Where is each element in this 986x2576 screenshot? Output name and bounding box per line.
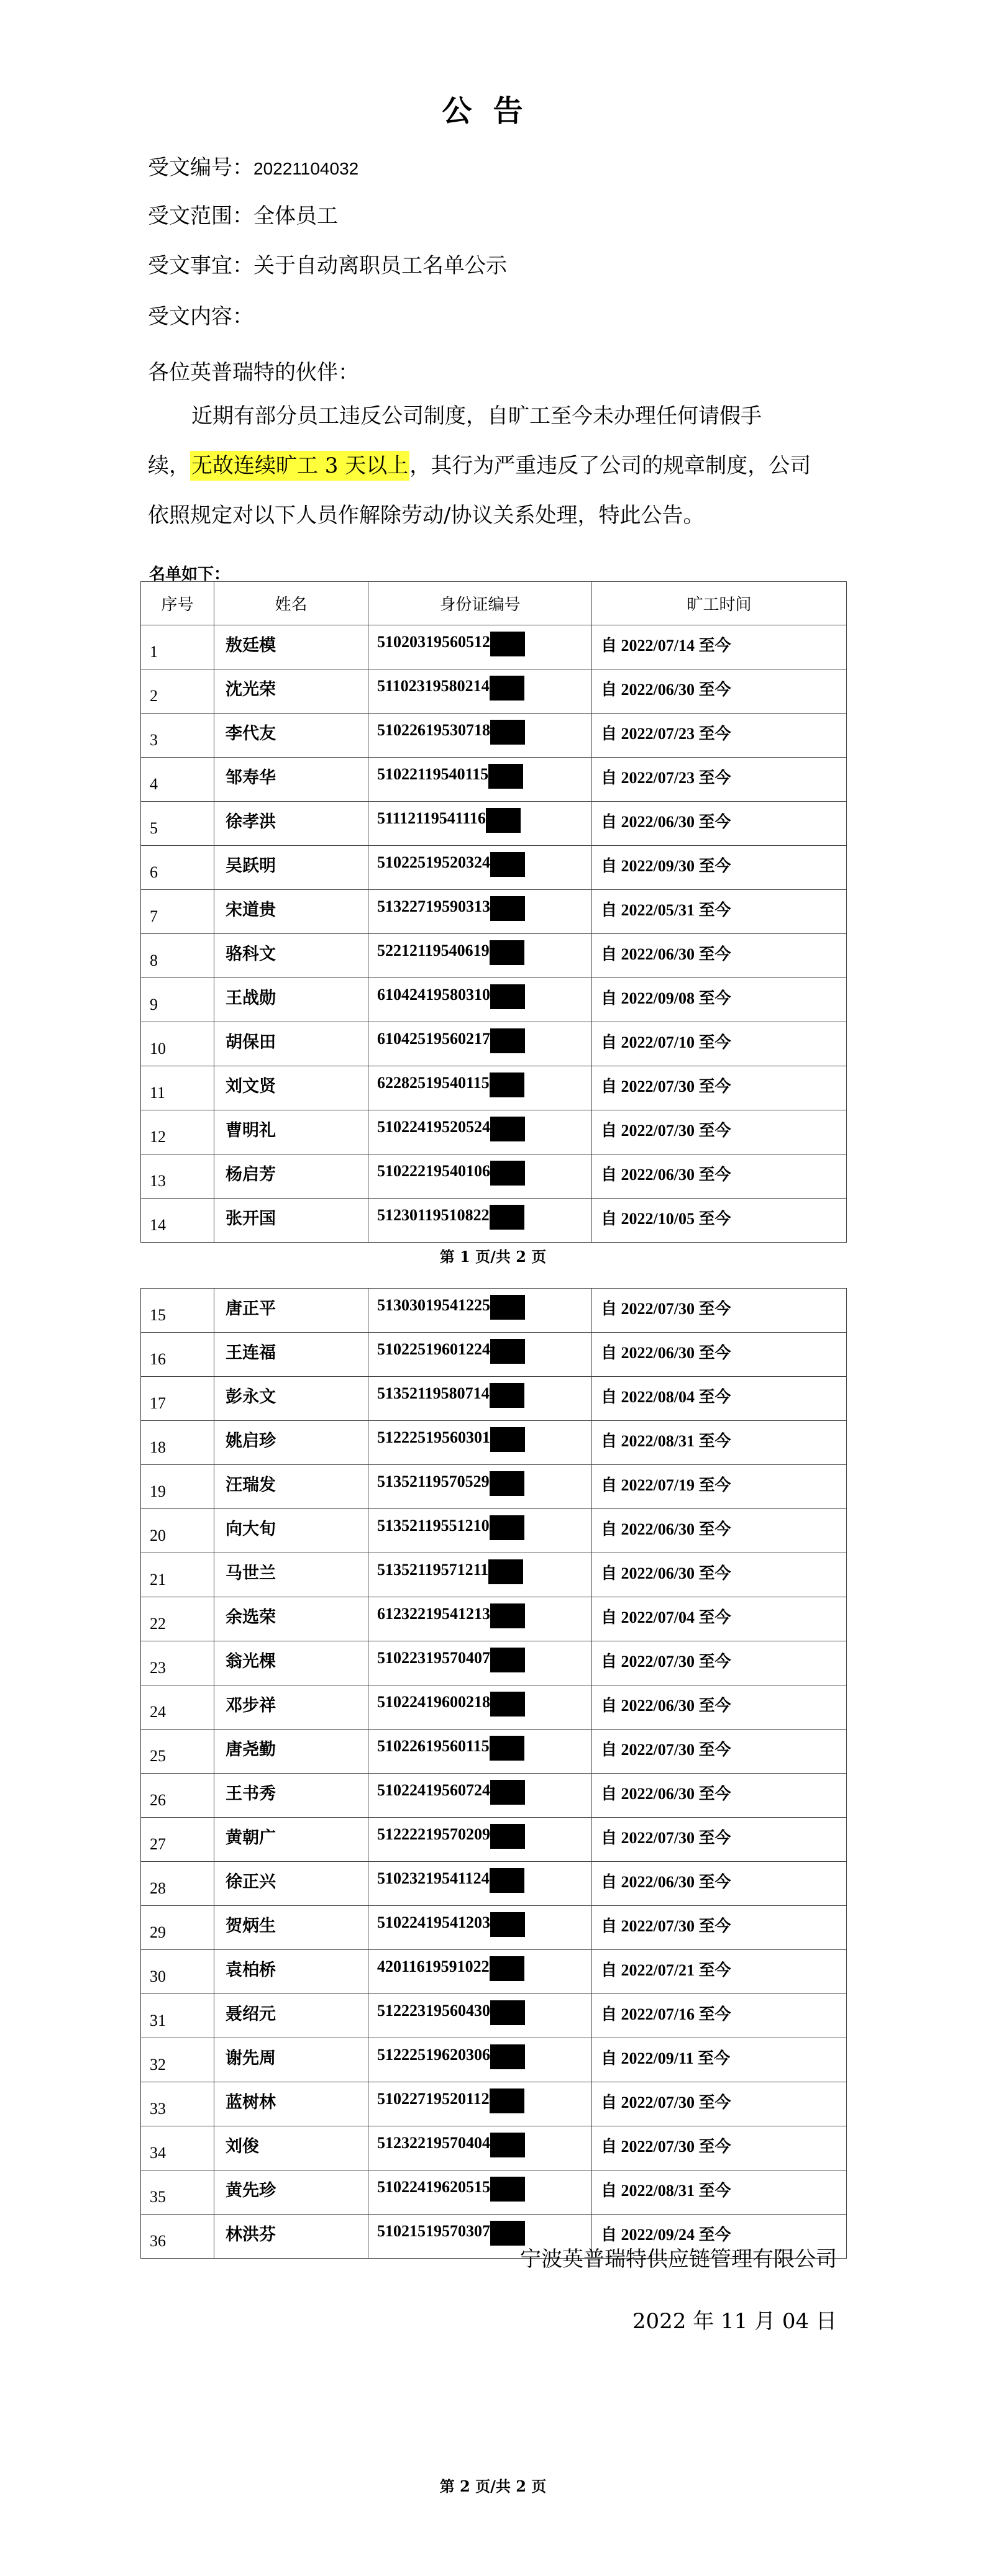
id-number: 51352119580714 [368, 1377, 592, 1421]
employee-name: 邹寿华 [214, 758, 368, 802]
doc-number-line [148, 150, 358, 181]
employee-name: 李代友 [214, 714, 368, 758]
redaction-block [490, 1205, 524, 1230]
redaction-block [490, 1117, 525, 1141]
employee-name: 曹明礼 [214, 1110, 368, 1154]
id-number: 51020319560512 [368, 625, 592, 669]
row-number: 22 [141, 1597, 214, 1641]
row-number: 10 [141, 1022, 214, 1066]
subject-value: 关于自动离职员工名单公示 [253, 253, 507, 278]
employee-name: 徐正兴 [214, 1862, 368, 1906]
employee-name: 袁柏桥 [214, 1950, 368, 1994]
table-row [141, 1774, 847, 1818]
absence-date: 自 2022/06/30 至今 [592, 1774, 847, 1818]
id-number: 51352119570529 [368, 1465, 592, 1509]
row-number: 33 [141, 2082, 214, 2126]
employee-name: 汪瑞发 [214, 1465, 368, 1509]
redaction-block [490, 1648, 525, 1672]
absence-date: 自 2022/05/31 至今 [592, 890, 847, 934]
table-row [141, 1465, 847, 1509]
roster-table-page-1 [140, 581, 847, 1243]
table-row [141, 1641, 847, 1685]
absence-date: 自 2022/06/30 至今 [592, 934, 847, 978]
body-line-1: 近期有部分员工违反公司制度，自旷工至今未办理任何请假手 [191, 404, 762, 429]
id-number: 42011619591022 [368, 1950, 592, 1994]
row-number: 21 [141, 1553, 214, 1597]
id-number: 51021519570307 [368, 2215, 592, 2259]
id-number: 51022419560724 [368, 1774, 592, 1818]
table-row [141, 890, 847, 934]
header-absence: 旷工时间 [592, 582, 847, 625]
greeting: 各位英普瑞特的伙伴： [148, 360, 359, 385]
id-number: 51022719520112 [368, 2082, 592, 2126]
absence-date: 自 2022/07/30 至今 [592, 2126, 847, 2170]
row-number: 11 [141, 1066, 214, 1110]
table-row [141, 1906, 847, 1950]
absence-date: 自 2022/07/30 至今 [592, 1289, 847, 1333]
id-number: 51022419520524 [368, 1110, 592, 1154]
table-row [141, 1685, 847, 1730]
sign-date: 2022 年 11 月 04 日 [632, 2309, 837, 2334]
absence-date: 自 2022/07/10 至今 [592, 1022, 847, 1066]
table-row [141, 1950, 847, 1994]
table-row [141, 978, 847, 1022]
scope-label: 受文范围： [148, 204, 253, 229]
row-number: 31 [141, 1994, 214, 2038]
row-number: 9 [141, 978, 214, 1022]
table-row [141, 1022, 847, 1066]
absence-date: 自 2022/06/30 至今 [592, 1509, 847, 1553]
row-number: 6 [141, 846, 214, 890]
absence-date: 自 2022/06/30 至今 [592, 802, 847, 846]
body-line-3: 依照规定对以下人员作解除劳动/协议关系处理，特此公告。 [148, 503, 705, 528]
employee-name: 胡保田 [214, 1022, 368, 1066]
scope-value: 全体员工 [253, 204, 338, 229]
employee-name: 向大旬 [214, 1509, 368, 1553]
employee-name: 贺炳生 [214, 1906, 368, 1950]
employee-name: 刘俊 [214, 2126, 368, 2170]
redaction-block [488, 764, 523, 789]
redaction-block [490, 1471, 524, 1496]
id-number: 51022419600218 [368, 1685, 592, 1730]
id-number: 52212119540619 [368, 934, 592, 978]
absence-date: 自 2022/09/24 至今 [592, 2215, 847, 2259]
highlighted-text: 无故连续旷工 3 天以上 [190, 451, 409, 481]
employee-name: 徐孝洪 [214, 802, 368, 846]
table-row [141, 1730, 847, 1774]
absence-date: 自 2022/07/30 至今 [592, 1110, 847, 1154]
id-number: 51352119551210 [368, 1509, 592, 1553]
redaction-block [490, 1692, 525, 1717]
row-number: 20 [141, 1509, 214, 1553]
redaction-block [490, 1427, 525, 1452]
id-number: 51022419620515 [368, 2170, 592, 2215]
table-row [141, 1289, 847, 1333]
absence-date: 自 2022/09/11 至今 [592, 2038, 847, 2082]
row-number: 3 [141, 714, 214, 758]
employee-name: 林洪芬 [214, 2215, 368, 2259]
row-number: 17 [141, 1377, 214, 1421]
id-number: 51303019541225 [368, 1289, 592, 1333]
employee-name: 骆科文 [214, 934, 368, 978]
redaction-block [490, 1515, 524, 1540]
content-label: 受文内容： [148, 304, 253, 329]
subject-label: 受文事宜： [148, 253, 253, 278]
employee-name: 敖廷模 [214, 625, 368, 669]
id-number: 51352119571211 [368, 1553, 592, 1597]
absence-date: 自 2022/07/30 至今 [592, 1818, 847, 1862]
absence-date: 自 2022/08/31 至今 [592, 1421, 847, 1465]
id-number: 51022119540115 [368, 758, 592, 802]
body-line-2: 续，无故连续旷工 3 天以上，其行为严重违反了公司的规章制度，公司 [148, 441, 844, 491]
company-signature: 宁波英普瑞特供应链管理有限公司 [520, 2247, 837, 2272]
row-number: 27 [141, 1818, 214, 1862]
absence-date: 自 2022/06/30 至今 [592, 1154, 847, 1199]
absence-date: 自 2022/06/30 至今 [592, 1553, 847, 1597]
employee-name: 黄先珍 [214, 2170, 368, 2215]
redaction-block [490, 1736, 524, 1761]
list-intro: 名单如下： [149, 565, 231, 584]
page-2-footer: 第 2 页/共 2 页 [439, 2477, 547, 2495]
row-number: 16 [141, 1333, 214, 1377]
redaction-block [490, 1780, 525, 1805]
table-row [141, 1597, 847, 1641]
absence-date: 自 2022/09/30 至今 [592, 846, 847, 890]
redaction-block [490, 1073, 524, 1097]
roster-table-page-2 [140, 1288, 847, 2259]
absence-date: 自 2022/07/23 至今 [592, 758, 847, 802]
id-number: 51222319560430 [368, 1994, 592, 2038]
employee-name: 谢先周 [214, 2038, 368, 2082]
row-number: 1 [141, 625, 214, 669]
absence-date: 自 2022/08/04 至今 [592, 1377, 847, 1421]
employee-name: 蓝树林 [214, 2082, 368, 2126]
header-no: 序号 [141, 582, 214, 625]
id-number: 51022619560115 [368, 1730, 592, 1774]
absence-date: 自 2022/07/30 至今 [592, 1641, 847, 1685]
employee-name: 彭永文 [214, 1377, 368, 1421]
id-number: 61232219541213 [368, 1597, 592, 1641]
employee-name: 杨启芳 [214, 1154, 368, 1199]
id-number: 51322719590313 [368, 890, 592, 934]
id-number: 51022319570407 [368, 1641, 592, 1685]
employee-name: 马世兰 [214, 1553, 368, 1597]
table-row [141, 1377, 847, 1421]
redaction-block [488, 1559, 523, 1584]
absence-date: 自 2022/10/05 至今 [592, 1199, 847, 1243]
absence-date: 自 2022/07/30 至今 [592, 1066, 847, 1110]
table-row [141, 2082, 847, 2126]
row-number: 36 [141, 2215, 214, 2259]
employee-name: 王连福 [214, 1333, 368, 1377]
table-row [141, 846, 847, 890]
absence-date: 自 2022/06/30 至今 [592, 1685, 847, 1730]
id-number: 51232219570404 [368, 2126, 592, 2170]
row-number: 24 [141, 1685, 214, 1730]
absence-date: 自 2022/07/14 至今 [592, 625, 847, 669]
table-row [141, 1199, 847, 1243]
scope-line [148, 199, 338, 229]
redaction-block [490, 2177, 525, 2202]
absence-date: 自 2022/06/30 至今 [592, 1333, 847, 1377]
redaction-block [490, 940, 524, 965]
row-number: 4 [141, 758, 214, 802]
row-number: 23 [141, 1641, 214, 1685]
redaction-block [490, 1824, 525, 1849]
row-number: 28 [141, 1862, 214, 1906]
redaction-block [490, 720, 525, 745]
employee-name: 余选荣 [214, 1597, 368, 1641]
employee-name: 翁光棵 [214, 1641, 368, 1685]
employee-name: 宋道贵 [214, 890, 368, 934]
row-number: 35 [141, 2170, 214, 2215]
table-row [141, 1818, 847, 1862]
redaction-block [490, 2088, 524, 2113]
doc-number-value: 20221104032 [253, 159, 359, 178]
page-title: 公告 [442, 94, 544, 129]
absence-date: 自 2022/09/08 至今 [592, 978, 847, 1022]
row-number: 26 [141, 1774, 214, 1818]
id-number: 62282519540115 [368, 1066, 592, 1110]
header-name: 姓名 [214, 582, 368, 625]
id-number: 51222219570209 [368, 1818, 592, 1862]
employee-name: 王书秀 [214, 1774, 368, 1818]
id-number: 51222519560301 [368, 1421, 592, 1465]
table-row [141, 625, 847, 669]
id-number: 51022619530718 [368, 714, 592, 758]
row-number: 12 [141, 1110, 214, 1154]
row-number: 30 [141, 1950, 214, 1994]
id-number: 51022419541203 [368, 1906, 592, 1950]
redaction-block [490, 1383, 524, 1408]
redaction-block [490, 1956, 524, 1981]
table-row [141, 1421, 847, 1465]
id-number: 51022519520324 [368, 846, 592, 890]
redaction-block [490, 632, 525, 656]
id-number: 61042519560217 [368, 1022, 592, 1066]
absence-date: 自 2022/06/30 至今 [592, 1862, 847, 1906]
id-number: 51112119541116 [368, 802, 592, 846]
employee-name: 姚启珍 [214, 1421, 368, 1465]
table-row [141, 1862, 847, 1906]
id-number: 51230119510822 [368, 1199, 592, 1243]
table-row [141, 802, 847, 846]
row-number: 7 [141, 890, 214, 934]
employee-name: 刘文贤 [214, 1066, 368, 1110]
row-number: 25 [141, 1730, 214, 1774]
page-1-footer: 第 1 页/共 2 页 [439, 1248, 547, 1266]
row-number: 5 [141, 802, 214, 846]
table-row [141, 758, 847, 802]
absence-date: 自 2022/07/21 至今 [592, 1950, 847, 1994]
table-row [141, 1333, 847, 1377]
row-number: 8 [141, 934, 214, 978]
absence-date: 自 2022/07/23 至今 [592, 714, 847, 758]
id-number: 51022519601224 [368, 1333, 592, 1377]
redaction-block [490, 1603, 525, 1628]
table-row [141, 669, 847, 714]
id-number: 51102319580214 [368, 669, 592, 714]
employee-name: 邓步祥 [214, 1685, 368, 1730]
table-row [141, 934, 847, 978]
doc-number-label: 受文编号： [148, 155, 253, 180]
absence-date: 自 2022/07/16 至今 [592, 1994, 847, 2038]
employee-name: 聂绍元 [214, 1994, 368, 2038]
redaction-block [490, 896, 525, 921]
absence-date: 自 2022/07/30 至今 [592, 1730, 847, 1774]
employee-name: 黄朝广 [214, 1818, 368, 1862]
employee-name: 唐尧勤 [214, 1730, 368, 1774]
absence-date: 自 2022/07/04 至今 [592, 1597, 847, 1641]
row-number: 14 [141, 1199, 214, 1243]
employee-name: 沈光荣 [214, 669, 368, 714]
row-number: 32 [141, 2038, 214, 2082]
employee-name: 张开国 [214, 1199, 368, 1243]
header-id: 身份证编号 [368, 582, 592, 625]
id-number: 51022219540106 [368, 1154, 592, 1199]
row-number: 2 [141, 669, 214, 714]
absence-date: 自 2022/06/30 至今 [592, 669, 847, 714]
row-number: 29 [141, 1906, 214, 1950]
redaction-block [490, 2000, 525, 2025]
employee-name: 王战勋 [214, 978, 368, 1022]
absence-date: 自 2022/07/30 至今 [592, 2082, 847, 2126]
redaction-block [490, 2044, 525, 2069]
row-number: 18 [141, 1421, 214, 1465]
content-line [148, 299, 253, 330]
id-number: 51222519620306 [368, 2038, 592, 2082]
table-row [141, 2126, 847, 2170]
table-row [141, 1994, 847, 2038]
redaction-block [490, 1339, 525, 1364]
notice-body [148, 391, 844, 540]
table-row [141, 1553, 847, 1597]
absence-date: 自 2022/07/19 至今 [592, 1465, 847, 1509]
table-row [141, 2170, 847, 2215]
table-row [141, 1154, 847, 1199]
table-row [141, 714, 847, 758]
id-number: 51023219541124 [368, 1862, 592, 1906]
redaction-block [490, 1295, 525, 1320]
absence-date: 自 2022/08/31 至今 [592, 2170, 847, 2215]
row-number: 34 [141, 2126, 214, 2170]
absence-date: 自 2022/07/30 至今 [592, 1906, 847, 1950]
redaction-block [490, 1028, 525, 1053]
redaction-block [490, 852, 525, 877]
redaction-block [490, 2133, 525, 2157]
employee-name: 吴跃明 [214, 846, 368, 890]
table-header-row [141, 582, 847, 625]
redaction-block [490, 676, 524, 701]
employee-name: 唐正平 [214, 1289, 368, 1333]
redaction-block [490, 1868, 524, 1893]
table-row [141, 1110, 847, 1154]
subject-line [148, 248, 507, 279]
table-row [141, 1066, 847, 1110]
id-number: 61042419580310 [368, 978, 592, 1022]
table-row [141, 2038, 847, 2082]
row-number: 19 [141, 1465, 214, 1509]
row-number: 13 [141, 1154, 214, 1199]
row-number: 15 [141, 1289, 214, 1333]
table-row [141, 1509, 847, 1553]
redaction-block [490, 1161, 525, 1186]
redaction-block [486, 808, 521, 833]
redaction-block [490, 984, 525, 1009]
redaction-block [490, 1912, 525, 1937]
